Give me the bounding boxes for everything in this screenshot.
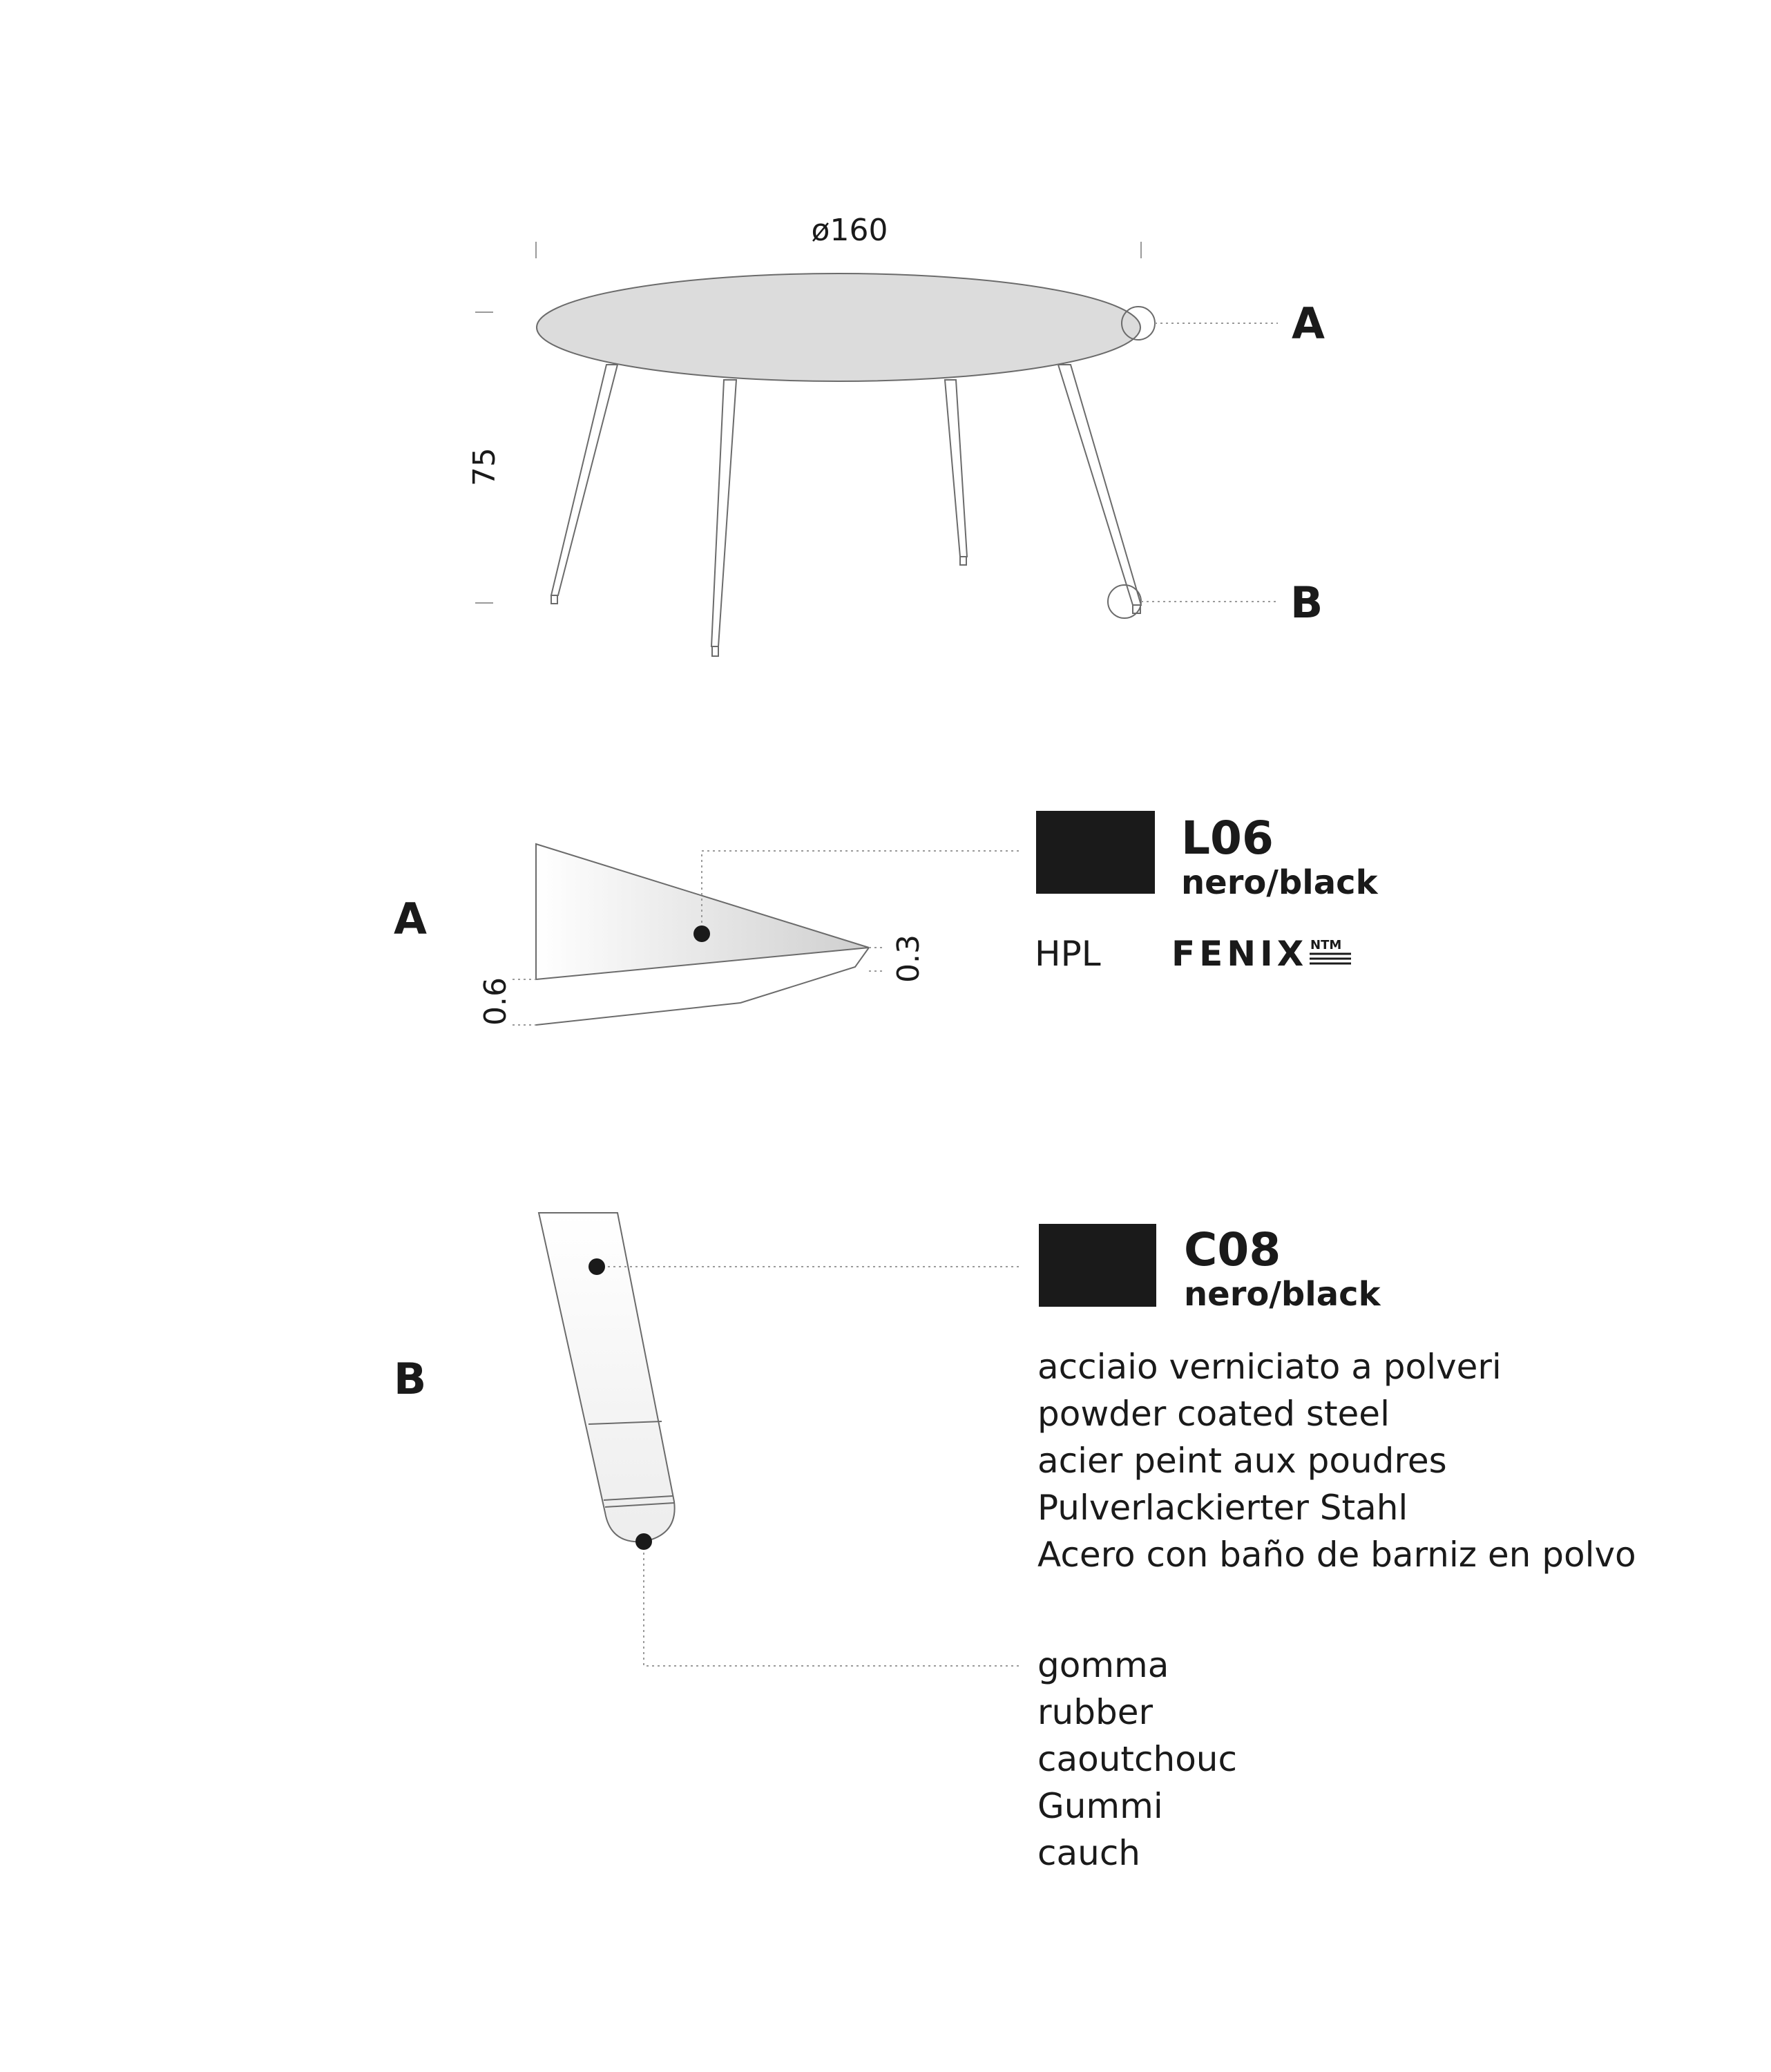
- leg-material-list: [1037, 1347, 1636, 1575]
- material-hpl: HPL: [1035, 934, 1101, 974]
- finish-color-l06: nero/black: [1181, 863, 1378, 902]
- height-label: 75: [467, 448, 502, 486]
- detail-a-label: A: [394, 894, 427, 944]
- detail-b-label: B: [394, 1354, 427, 1404]
- detail-b: [394, 1213, 1636, 1873]
- leg-material-fr: acier peint aux poudres: [1037, 1441, 1447, 1481]
- tabletop: [537, 274, 1140, 381]
- foot-material-de: Gummi: [1037, 1786, 1163, 1826]
- diameter-label: ø160: [811, 213, 888, 248]
- dim-06-label: 0.6: [478, 977, 513, 1026]
- foot-material-fr: caoutchouc: [1037, 1739, 1237, 1779]
- finish-code-c08: C08: [1184, 1223, 1281, 1276]
- brand-fenix-logo: FENIX: [1171, 934, 1308, 974]
- table-legs: [551, 365, 1141, 656]
- brand-ntm-mark: [1310, 938, 1351, 963]
- svg-text:NTM: NTM: [1310, 938, 1342, 952]
- detail-a: [394, 811, 1379, 1026]
- leg-material-it: acciaio verniciato a polveri: [1037, 1347, 1502, 1387]
- leg-detail-drawing: [539, 1213, 675, 1542]
- foot-material-en: rubber: [1037, 1692, 1153, 1732]
- foot-material-it: gomma: [1037, 1645, 1169, 1685]
- callout-a-label: A: [1292, 298, 1325, 349]
- leg-material-de: Pulverlackierter Stahl: [1037, 1488, 1408, 1528]
- finish-swatch-l06: [1036, 811, 1155, 894]
- detail-a-marker: [693, 925, 710, 942]
- finish-swatch-c08: [1039, 1224, 1156, 1307]
- detail-b-rubber-marker: [635, 1533, 652, 1550]
- finish-code-l06: L06: [1181, 812, 1274, 865]
- callout-b-label: B: [1290, 577, 1323, 628]
- foot-material-list: [1037, 1645, 1237, 1873]
- dim-03-label: 0.3: [891, 934, 926, 983]
- detail-b-rubber-leader: [644, 1542, 1019, 1666]
- finish-color-c08: nero/black: [1184, 1275, 1381, 1314]
- table-overview: [467, 213, 1325, 656]
- detail-b-steel-marker: [588, 1258, 605, 1275]
- foot-material-es: cauch: [1037, 1833, 1140, 1873]
- leg-material-en: powder coated steel: [1037, 1394, 1390, 1434]
- leg-material-es: Acero con baño de barniz en polvo: [1037, 1535, 1636, 1575]
